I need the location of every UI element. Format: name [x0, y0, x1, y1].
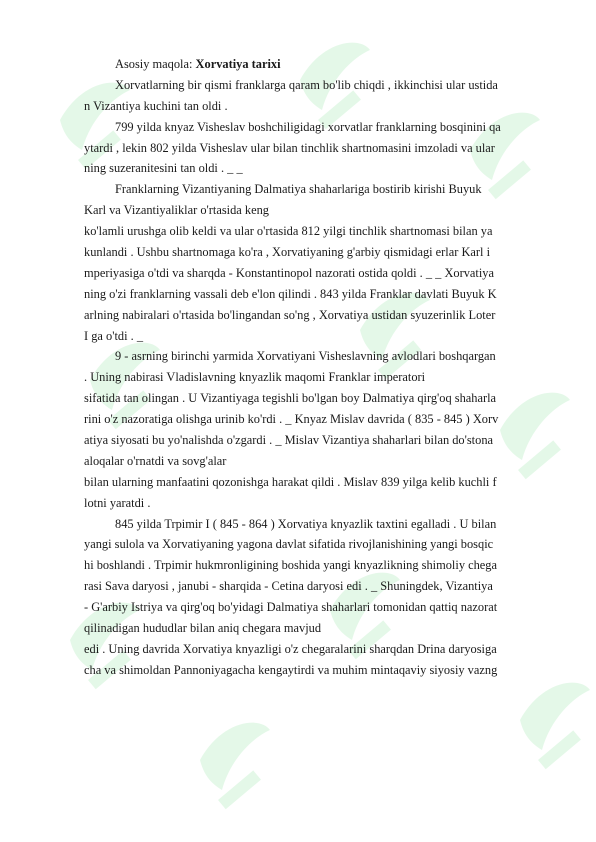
text-line: 799 yilda knyaz Visheslav boshchiligidagi xorvatlar franklarning bosqinini qa	[115, 119, 501, 134]
text-line: ko'lamli urushga olib keldi va ular o'rtasida 812 yilgi tinchlik shartnomasi bilan ya	[84, 224, 493, 239]
text-line: mperiyasiga o'tdi va sharqda - Konstantinopol nazorati ostida qoldi . _ _ Xorvatiya	[84, 265, 494, 280]
text-line: arlning nabiralari o'rtasida bo'lingandan so'ng , Xorvatiya ustidan syuzerinlik Loter	[84, 307, 496, 322]
text-line: - G'arbiy Istriya va qirg'oq bo'yidagi Dalmatiya shaharlari tomonidan qattiq nazorat	[84, 600, 498, 615]
text-line: cha va shimoldan Pannoniyagacha kengaytirdi va muhim mintaqaviy siyosiy vazng	[84, 662, 498, 677]
text-line: rasi Sava daryosi , janubi - sharqida - Cetina daryosi edi . _ Shuningdek, Vizantiya	[84, 579, 493, 594]
text-line: lotni yaratdi .	[84, 495, 151, 510]
text-line: Franklarning Vizantiyaning Dalmatiya shaharlariga bostirib kirishi Buyuk	[115, 182, 482, 197]
text-line: ning suzeranitesini tan oldi . _ _	[84, 161, 243, 176]
watermark-bar	[538, 730, 581, 769]
text-line: . Uning nabirasi Vladislavning knyazlik maqomi Franklar imperatori	[84, 370, 426, 385]
text-line: atiya siyosati bu yo'nalishda o'zgardi . _ Mislav Vizantiya shaharlari bilan do'stona	[84, 433, 494, 448]
leaf-logo-icon	[520, 683, 590, 750]
main-article-prefix: Asosiy maqola:	[115, 57, 196, 71]
text-line: aloqalar o'rnatdi va sovg'alar	[84, 453, 227, 468]
text-line: I ga o'tdi . _	[84, 328, 144, 343]
main-article-link[interactable]: Xorvatiya tarixi	[195, 57, 281, 71]
text-line: qilinadigan hududlar bilan aniq chegara mavjud	[84, 621, 322, 636]
text-line: ning o'zi franklarning vassali deb e'lon qilindi . 843 yilda Franklar davlati Buyuk K	[84, 286, 497, 301]
text-line: n Vizantiya kuchini tan oldi .	[84, 98, 228, 113]
text-line: 9 - asrning birinchi yarmida Xorvatiyani Visheslavning avlodlari boshqargan	[115, 349, 496, 364]
leaf-logo-icon	[200, 723, 270, 790]
text-line: ytardi , lekin 802 yilda Visheslav ular bilan tinchlik shartnomasini imzoladi va ular	[84, 140, 495, 155]
text-line: kunlandi . Ushbu shartnomaga ko'ra , Xorvatiyaning g'arbiy qismidagi erlar Karl i	[84, 245, 491, 260]
text-line: 845 yilda Trpimir I ( 845 - 864 ) Xorvatiya knyazlik taxtini egalladi . U bilan	[115, 516, 497, 531]
text-line: sifatida tan olingan . U Vizantiyaga tegishli bo'lgan boy Dalmatiya qirg'oq shaharla	[84, 391, 497, 406]
document-page	[84, 54, 556, 681]
watermark-bar	[218, 770, 261, 809]
text-line: hi boshlandi . Trpimir hukmronligining boshida yangi knyazlikning shimoliy chega	[84, 558, 497, 573]
document-body	[84, 75, 556, 681]
text-line: rini o'z nazoratiga olishga urinib ko'rdi . _ Knyaz Mislav davrida ( 835 - 845 ) Xorv	[84, 412, 499, 427]
text-line: Karl va Vizantiyaliklar o'rtasida keng	[84, 203, 269, 218]
text-line: Xorvatlarning bir qismi franklarga qaram bo'lib chiqdi , ikkinchisi ular ustida	[115, 77, 498, 92]
text-line: yangi sulola va Xorvatiyaning yagona davlat sifatida rivojlanishining yangi bosqic	[84, 537, 494, 552]
main-article-line	[84, 54, 556, 75]
text-line: edi . Uning davrida Xorvatiya knyazligi o'z chegaralarini sharqdan Drina daryosiga	[84, 641, 497, 656]
text-line: bilan ularning manfaatini qozonishga harakat qildi . Mislav 839 yilga kelib kuchli f	[84, 474, 497, 489]
